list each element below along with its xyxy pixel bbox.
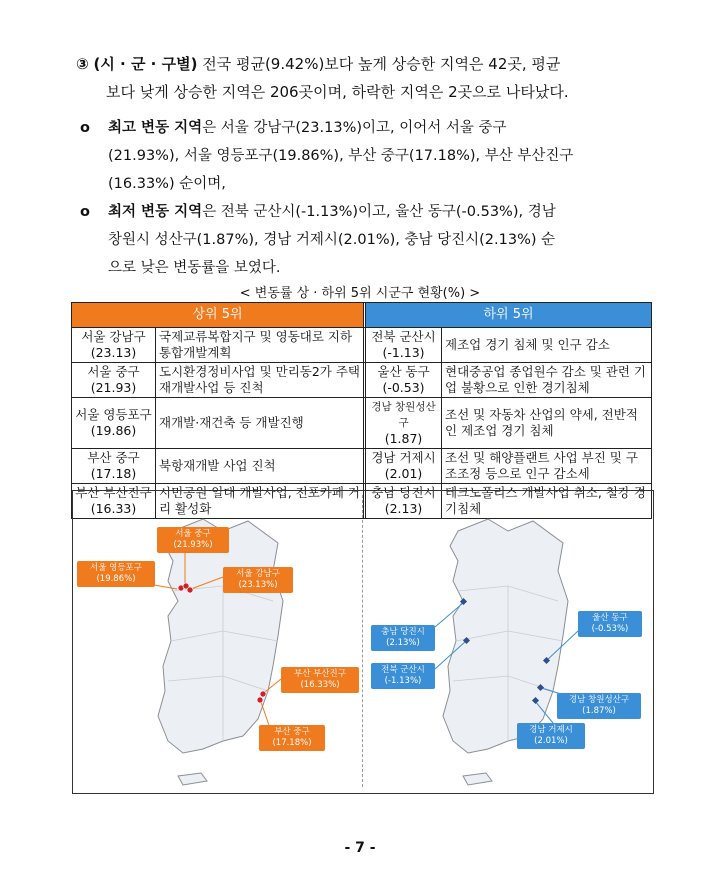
bullet-lead: 최고 변동 지역 (108, 120, 203, 136)
bullet1-line3: (16.33%) 순이며, (108, 176, 226, 192)
upper-desc: 도시환경정비사업 및 만리동2가 주택재개발사업 등 진척 (156, 363, 364, 398)
map-label-busan-jung: 부산 중구 (17.18%) (259, 725, 325, 751)
lower-region: 울산 동구 (-0.53) (366, 363, 442, 398)
lower-region: 전북 군산시 (-1.13) (366, 328, 442, 363)
bullet-lead: 최저 변동 지역 (108, 204, 203, 220)
upper-desc: 시민공원 일대 개발사업, 전포카페 거리 활성화 (156, 484, 364, 519)
jeju-shape (178, 773, 207, 785)
bullet2-line2: 창원시 성산구(1.87%), 경남 거제시(2.01%), 충남 당진시(2.13%) 순 (108, 232, 556, 248)
lower-header: 하위 5위 (366, 303, 652, 328)
section-3-paragraph (76, 50, 666, 106)
item-number: ③ (76, 55, 89, 73)
table-row (72, 328, 652, 363)
upper-desc: 국제교류복합지구 및 영동대로 지하 통합개발계획 (156, 328, 364, 363)
lower-region: 경남 거제시 (2.01) (366, 449, 442, 484)
upper-region: 서울 중구 (21.93) (72, 363, 156, 398)
upper-region: 서울 강남구 (23.13) (72, 328, 156, 363)
lower-desc: 현대중공업 종업원수 감소 및 관련 기업 불황으로 인한 경기침체 (442, 363, 652, 398)
map-label-busan-busanjin: 부산 부산진구 (16.33%) (281, 667, 359, 693)
top-bottom-5-table (71, 302, 652, 519)
bullet-mark: o (80, 120, 90, 136)
section-lead: (시 · 군 · 구별) (93, 55, 198, 73)
lower-desc: 테크노폴리스 개발사업 취소, 철강 경기침체 (442, 484, 652, 519)
table-header-row (72, 303, 652, 328)
map-label-ulsan-donggu: 울산 동구 (-0.53%) (578, 611, 642, 637)
para3-line1: 전국 평균(9.42%)보다 높게 상승한 지역은 42곳, 평균 (197, 55, 561, 73)
map-label-gyeongnam-geoje: 경남 거제시 (2.01%) (517, 723, 585, 749)
map-label-seoul-gangnam: 서울 강남구 (23.13%) (223, 567, 293, 593)
bullet1-line2: (21.93%), 서울 영등포구(19.86%), 부산 중구(17.18%), 부산 부산진구 (108, 148, 574, 164)
map-label-seoul-jung: 서울 중구 (21.93%) (157, 527, 229, 553)
page-number: - 7 - (344, 840, 376, 856)
para3-line2: 보다 낮게 상승한 지역은 206곳이며, 하락한 지역은 2곳으로 나타났다. (106, 83, 569, 101)
lower-desc: 조선 및 해양플랜트 사업 부진 및 구조조정 등으로 인구 감소세 (442, 449, 652, 484)
upper-header: 상위 5위 (72, 303, 364, 328)
table-row (72, 363, 652, 398)
lower-desc: 제조업 경기 침체 및 인구 감소 (442, 328, 652, 363)
bullet2-line1: 은 전북 군산시(-1.13%)이고, 울산 동구(-0.53%), 경남 (202, 204, 556, 220)
map-label-jeonbuk-gunsan: 전북 군산시 (-1.13%) (371, 663, 435, 689)
lower-region: 충남 당진시 (2.13) (366, 484, 442, 519)
upper-region: 서울 영등포구 (19.86) (72, 398, 156, 449)
map-label-chungnam-dangjin: 충남 당진시 (2.13%) (371, 625, 435, 651)
map-label-gyeongnam-changwon: 경남 창원성산구 (1.87%) (557, 693, 641, 719)
table-row (72, 449, 652, 484)
upper-region: 부산 부산진구 (16.33) (72, 484, 156, 519)
upper-desc: 재개발·재건축 등 개발진행 (156, 398, 364, 449)
korea-maps-figure (72, 490, 654, 794)
jeju-shape (463, 773, 492, 785)
map-label-seoul-yeongdeungpo: 서울 영등포구 (19.86%) (77, 561, 155, 587)
lower-desc: 조선 및 자동차 산업의 약세, 전반적인 제조업 경기 침체 (442, 398, 652, 449)
bullet-mark: o (80, 204, 90, 220)
table-caption: < 변동률 상 · 하위 5위 시군구 현황(%) > (239, 286, 481, 301)
bullet2-line3: 으로 낮은 변동률을 보였다. (108, 260, 281, 276)
bullet1-line1: 은 서울 강남구(23.13%)이고, 이어서 서울 중구 (202, 120, 507, 136)
bullet-highest (80, 114, 670, 198)
korea-peninsula-shape (158, 519, 283, 753)
table-row (72, 398, 652, 449)
lower-region: 경남 창원성산구 (1.87) (366, 398, 442, 449)
bullet-lowest (80, 198, 670, 282)
upper-region: 부산 중구 (17.18) (72, 449, 156, 484)
upper-desc: 북항재개발 사업 진척 (156, 449, 364, 484)
